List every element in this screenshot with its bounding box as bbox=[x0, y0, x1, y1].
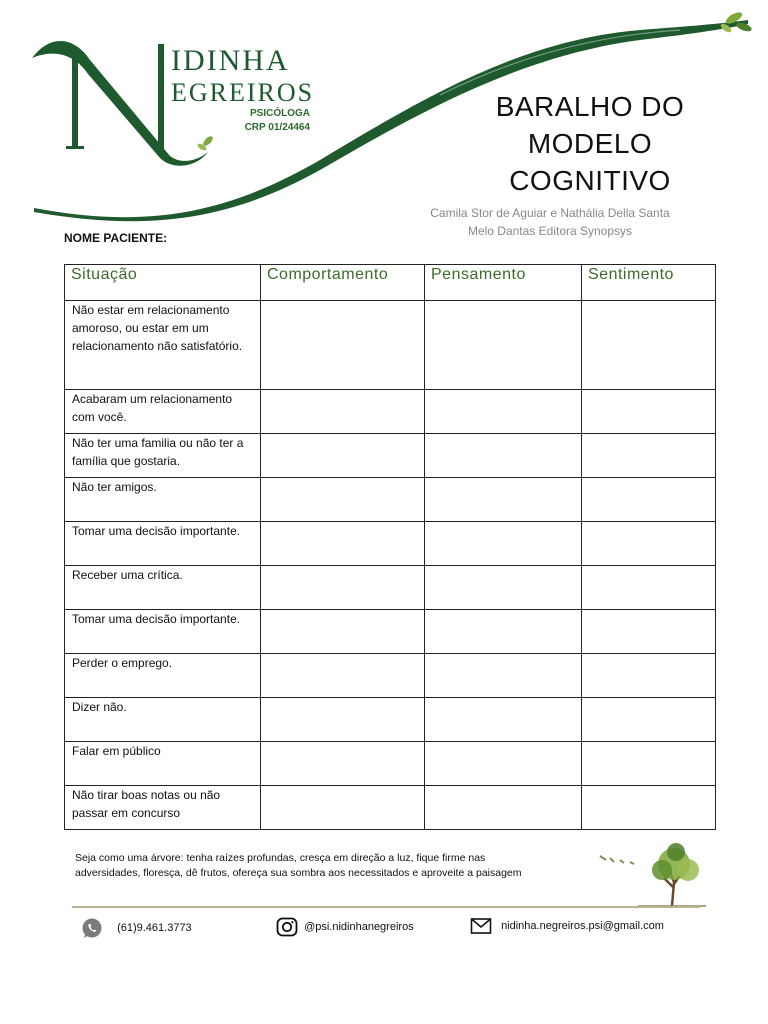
table-row bbox=[65, 698, 716, 742]
feeling-cell[interactable] bbox=[582, 522, 716, 566]
feeling-cell[interactable] bbox=[582, 478, 716, 522]
table-row bbox=[65, 522, 716, 566]
authors-line: Camila Stor de Aguiar e Nathália Della Santa bbox=[430, 206, 670, 220]
situation-cell: Não ter amigos. bbox=[65, 478, 261, 522]
phone-number: (61)9.461.3773 bbox=[117, 922, 192, 934]
envelope-icon bbox=[470, 917, 492, 935]
situation-cell: Não estar em relacionamento amoroso, ou estar em um relacionamento não satisfatório. bbox=[65, 301, 261, 390]
table-row bbox=[65, 478, 716, 522]
situation-cell: Acabaram um relacionamento com você. bbox=[65, 390, 261, 434]
thought-cell[interactable] bbox=[425, 301, 582, 390]
footer-quote bbox=[75, 851, 585, 881]
behavior-cell[interactable] bbox=[261, 698, 425, 742]
patient-name-label: NOME PACIENTE: bbox=[64, 231, 168, 245]
feeling-cell[interactable] bbox=[582, 566, 716, 610]
behavior-cell[interactable] bbox=[261, 610, 425, 654]
behavior-cell[interactable] bbox=[261, 742, 425, 786]
situation-cell: Não tirar boas notas ou não passar em concurso bbox=[65, 786, 261, 830]
logo-profession: PSICÓLOGA bbox=[249, 108, 310, 119]
feeling-cell[interactable] bbox=[582, 654, 716, 698]
instagram-icon bbox=[276, 917, 298, 937]
situation-cell: Tomar uma decisão importante. bbox=[65, 522, 261, 566]
situation-cell: Perder o emprego. bbox=[65, 654, 261, 698]
feeling-cell[interactable] bbox=[582, 390, 716, 434]
feeling-cell[interactable] bbox=[582, 786, 716, 830]
cognitive-model-table bbox=[64, 264, 716, 830]
behavior-cell[interactable] bbox=[261, 390, 425, 434]
feeling-cell[interactable] bbox=[582, 301, 716, 390]
table-row bbox=[65, 434, 716, 478]
document-title bbox=[470, 88, 710, 199]
title-line: BARALHO DO bbox=[495, 91, 685, 122]
footer-divider bbox=[72, 906, 700, 908]
behavior-cell[interactable] bbox=[261, 566, 425, 610]
instagram-handle: @psi.nidinhanegreiros bbox=[304, 921, 414, 933]
tree-illustration-icon bbox=[598, 842, 708, 908]
table-row bbox=[65, 566, 716, 610]
contact-instagram[interactable] bbox=[276, 917, 414, 937]
title-line: COGNITIVO bbox=[509, 165, 671, 196]
thought-cell[interactable] bbox=[425, 786, 582, 830]
logo-line2: EGREIROS bbox=[171, 78, 315, 107]
behavior-cell[interactable] bbox=[261, 522, 425, 566]
feeling-cell[interactable] bbox=[582, 742, 716, 786]
thought-cell[interactable] bbox=[425, 434, 582, 478]
behavior-cell[interactable] bbox=[261, 478, 425, 522]
quote-line: Seja como uma árvore: tenha raízes profundas, cresça em direção a luz, fique firme nas bbox=[75, 852, 486, 864]
feeling-cell[interactable] bbox=[582, 434, 716, 478]
situation-cell: Receber uma crítica. bbox=[65, 566, 261, 610]
table-row bbox=[65, 610, 716, 654]
table-row bbox=[65, 301, 716, 390]
logo-line1: IDINHA bbox=[171, 44, 290, 77]
title-line: MODELO bbox=[527, 128, 653, 159]
situation-cell: Dizer não. bbox=[65, 698, 261, 742]
situation-cell: Não ter uma familia ou não ter a família que gostaria. bbox=[65, 434, 261, 478]
column-header-sentimento: Sentimento bbox=[582, 265, 716, 301]
behavior-cell[interactable] bbox=[261, 786, 425, 830]
table-header-row bbox=[65, 265, 716, 301]
authors-line: Melo Dantas Editora Synopsys bbox=[467, 224, 633, 238]
quote-line: adversidades, floresça, dê frutos, ofereça sua sombra aos necessitados e aproveite a paisagem bbox=[75, 867, 522, 879]
thought-cell[interactable] bbox=[425, 610, 582, 654]
thought-cell[interactable] bbox=[425, 522, 582, 566]
thought-cell[interactable] bbox=[425, 390, 582, 434]
thought-cell[interactable] bbox=[425, 478, 582, 522]
logo bbox=[30, 28, 320, 168]
thought-cell[interactable] bbox=[425, 698, 582, 742]
thought-cell[interactable] bbox=[425, 566, 582, 610]
situation-cell: Tomar uma decisão importante. bbox=[65, 610, 261, 654]
table-row bbox=[65, 742, 716, 786]
column-header-situacao: Situação bbox=[65, 265, 261, 301]
behavior-cell[interactable] bbox=[261, 654, 425, 698]
column-header-pensamento: Pensamento bbox=[425, 265, 582, 301]
feeling-cell[interactable] bbox=[582, 610, 716, 654]
contact-email[interactable] bbox=[470, 917, 664, 935]
table-row bbox=[65, 786, 716, 830]
thought-cell[interactable] bbox=[425, 654, 582, 698]
logo-crp: CRP 01/24464 bbox=[244, 122, 310, 133]
email-address: nidinha.negreiros.psi@gmail.com bbox=[501, 920, 664, 932]
behavior-cell[interactable] bbox=[261, 301, 425, 390]
situation-cell: Falar em público bbox=[65, 742, 261, 786]
thought-cell[interactable] bbox=[425, 742, 582, 786]
table-row bbox=[65, 390, 716, 434]
behavior-cell[interactable] bbox=[261, 434, 425, 478]
table-row bbox=[65, 654, 716, 698]
whatsapp-icon bbox=[80, 917, 104, 939]
feeling-cell[interactable] bbox=[582, 698, 716, 742]
column-header-comportamento: Comportamento bbox=[261, 265, 425, 301]
contact-phone[interactable] bbox=[80, 917, 192, 939]
authors-credit bbox=[380, 204, 720, 240]
